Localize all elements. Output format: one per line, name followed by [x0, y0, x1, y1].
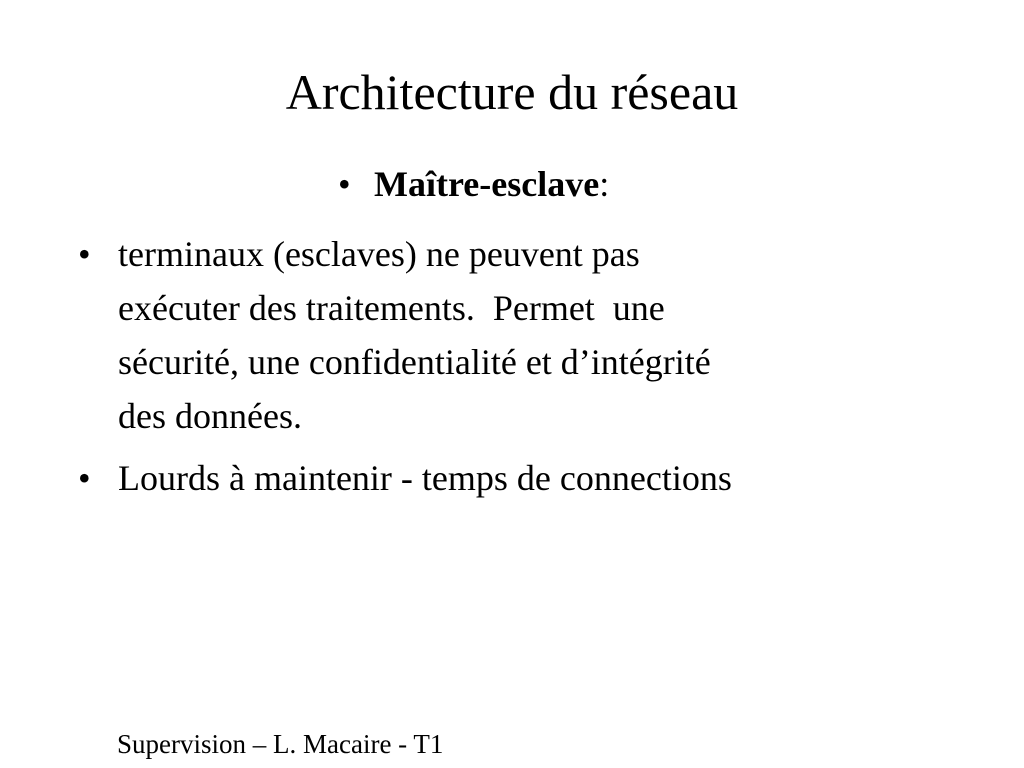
subheading-suffix: :: [599, 164, 610, 204]
bullet-symbol: •: [78, 458, 91, 498]
bullet-line: des données.: [118, 396, 302, 436]
bullet-item: [78, 227, 938, 443]
bullet-item: [78, 451, 938, 505]
bullet-list: [78, 227, 938, 513]
bullet-line: Lourds à maintenir - temps de connections: [118, 458, 732, 498]
bullet-line: exécuter des traitements. Permet une: [118, 288, 665, 328]
bullet-symbol: •: [338, 164, 351, 204]
bullet-line: sécurité, une confidentialité et d’intégrité: [118, 342, 711, 382]
slide-title: Architecture du réseau: [285, 64, 739, 120]
bullet-line: terminaux (esclaves) ne peuvent pas: [118, 234, 640, 274]
slide-footer: Supervision – L. Macaire - T1: [117, 729, 444, 759]
subheading: [338, 160, 609, 208]
subheading-bold-text: Maître-esclave: [374, 164, 600, 204]
bullet-symbol: •: [78, 234, 91, 274]
